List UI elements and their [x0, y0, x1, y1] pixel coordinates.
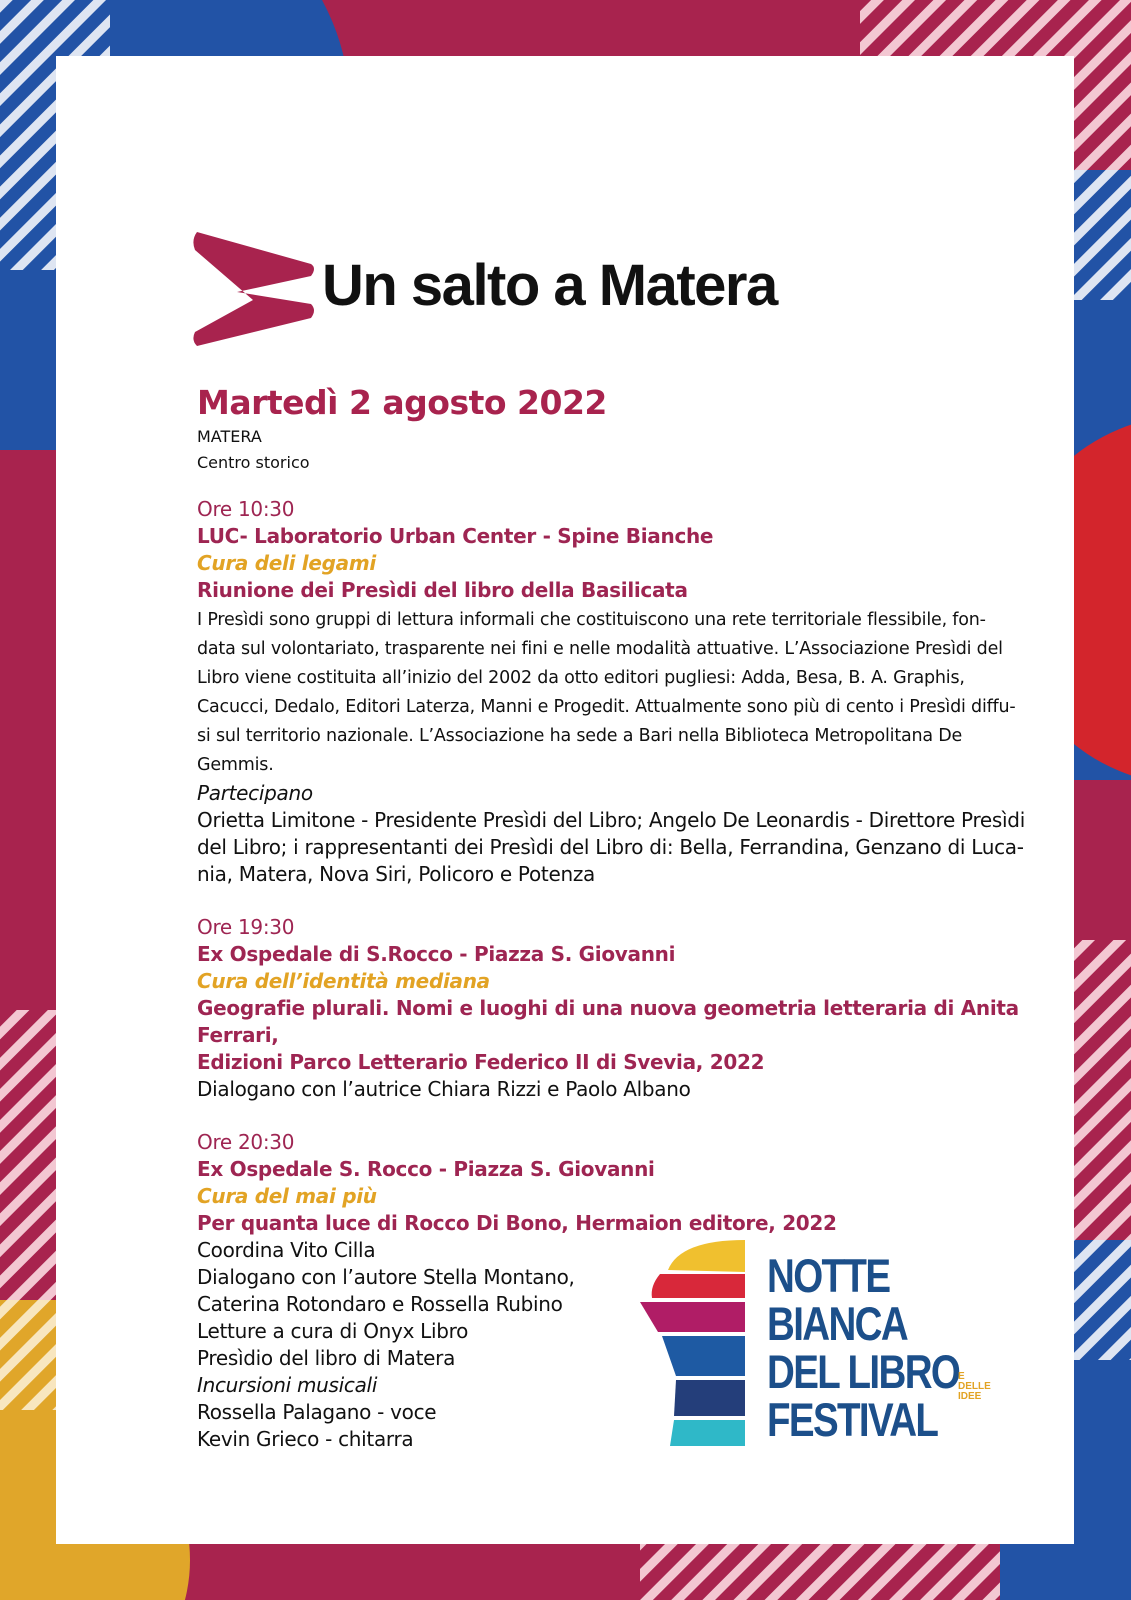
event-theme: Cura del mai più: [197, 1184, 377, 1208]
page-title: Un salto a Matera: [322, 253, 777, 318]
description-line: data sul volontariato, trasparente nei fini e nelle modalità attuative. L’Associazione Presìdi del: [197, 639, 1003, 659]
participants-line: Orietta Limitone - Presidente Presìdi del Libro; Angelo De Leonardis - Direttore Presìdi: [197, 808, 1025, 832]
event-time: Ore 20:30: [197, 1130, 295, 1154]
event-title: Per quanta luce di Rocco Di Bono, Hermaion editore, 2022: [197, 1211, 837, 1235]
event-title: Edizioni Parco Letterario Federico II di Svevia, 2022: [197, 1050, 765, 1074]
event-line: Presìdio del libro di Matera: [197, 1346, 456, 1370]
event-venue: LUC- Laboratorio Urban Center - Spine Bianche: [197, 524, 714, 548]
festival-logo-small-text: [958, 1372, 991, 1402]
event-area: Centro storico: [197, 453, 310, 472]
event-city: MATERA: [197, 427, 262, 446]
event-time: Ore 10:30: [197, 497, 295, 521]
event-dialogue: Dialogano con l’autrice Chiara Rizzi e Paolo Albano: [197, 1077, 691, 1101]
event-line: Coordina Vito Cilla: [197, 1238, 376, 1262]
festival-line: FESTIVAL: [767, 1393, 938, 1446]
event-line: Dialogano con l’autore Stella Montano,: [197, 1265, 575, 1289]
festival-line: NOTTE: [767, 1249, 890, 1302]
event-date: Martedì 2 agosto 2022: [197, 383, 607, 422]
festival-small-line: IDEE: [958, 1391, 982, 1402]
event-line: Caterina Rotondaro e Rossella Rubino: [197, 1292, 563, 1316]
music-line: Rossella Palagano - voce: [197, 1400, 437, 1424]
event-description: [197, 606, 1057, 780]
participants-label: Partecipano: [197, 781, 313, 805]
event-title: Riunione dei Presìdi del libro della Basilicata: [197, 578, 688, 602]
event-theme: Cura dell’identità mediana: [197, 969, 490, 993]
festival-small-line: DELLE: [958, 1381, 991, 1392]
music-line: Kevin Grieco - chitarra: [197, 1427, 414, 1451]
event-venue: Ex Ospedale S. Rocco - Piazza S. Giovanni: [197, 1157, 655, 1181]
event-time: Ore 19:30: [197, 915, 295, 939]
event-block: [197, 496, 1057, 888]
event-theme: Cura deli legami: [197, 551, 376, 575]
festival-small-line: E: [958, 1371, 965, 1382]
participants-line: del Libro; i rappresentanti dei Presìdi del Libro di: Bella, Ferrandina, Genzano di Luca-: [197, 835, 1024, 859]
festival-logo-text: [767, 1249, 960, 1446]
music-label: Incursioni musicali: [197, 1373, 378, 1397]
event-venue: Ex Ospedale di S.Rocco - Piazza S. Giovanni: [197, 942, 676, 966]
participants-line: nia, Matera, Nova Siri, Policoro e Potenza: [197, 862, 595, 886]
description-line: Gemmis.: [197, 755, 274, 775]
event-title: Geografie plurali. Nomi e luoghi di una nuova geometria letteraria di Anita Ferrari,: [197, 996, 1019, 1047]
festival-line: DEL LIBRO: [767, 1345, 960, 1398]
description-line: I Presìdi sono gruppi di lettura informali che costituiscono una rete territoriale flessibile, fon-: [197, 610, 986, 630]
description-line: Libro viene costituita all’inizio del 2002 da otto editori pugliesi: Adda, Besa, B. A. Graphis,: [197, 668, 965, 688]
event-block: [197, 914, 1057, 1103]
description-line: Cacucci, Dedalo, Editori Laterza, Manni e Progedit. Attualmente sono più di cento i Presìdi diffu-: [197, 697, 1016, 717]
description-line: si sul territorio nazionale. L’Associazione ha sede a Bari nella Biblioteca Metropolitana De: [197, 726, 963, 746]
festival-line: BIANCA: [767, 1297, 908, 1350]
event-line: Letture a cura di Onyx Libro: [197, 1319, 469, 1343]
